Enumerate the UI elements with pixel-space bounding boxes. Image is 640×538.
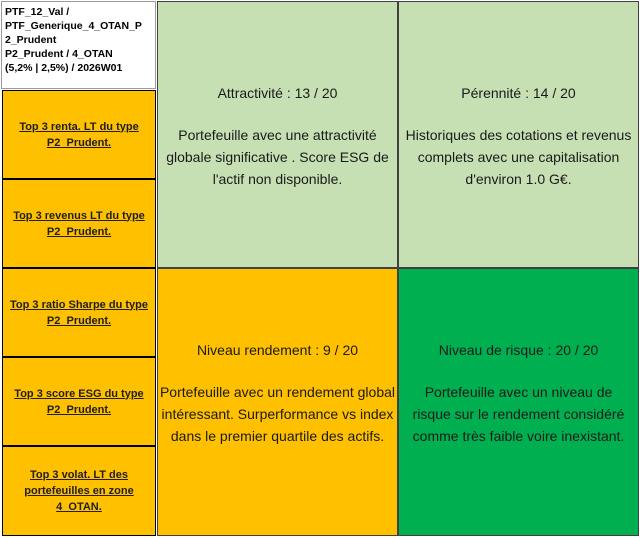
portfolio-line: PTF_12_Val / [5,6,70,18]
portfolio-line: PTF_Generique_4_OTAN_P [5,20,142,32]
top3-renta-link[interactable] [2,90,156,179]
top3-renta-label: Top 3 renta. LT du type P2_Prudent. [19,120,139,149]
portfolio-line: 2_Prudent [5,34,57,46]
top3-sharpe-label: Top 3 ratio Sharpe du type P2_Prudent. [10,298,148,327]
top3-esg-label: Top 3 score ESG du type P2_Prudent. [14,387,144,416]
risque-title: Niveau de risque : 20 / 20 [438,342,599,358]
attractivite-title: Attractivité : 13 / 20 [217,85,338,101]
rendement-title: Niveau rendement : 9 / 20 [196,342,359,358]
top3-sharpe-link[interactable] [2,268,156,357]
portfolio-line: P2_Prudent / 4_OTAN [5,48,113,60]
attractivite-text: Portefeuille avec une attractivité globale significative . Score ESG de l'actif non disponible. [166,127,389,187]
portfolio-line: (5,2% | 2,5%) / 2026W01 [5,62,123,74]
perennite-title: Pérennité : 14 / 20 [461,85,576,101]
top3-volat-link[interactable] [2,446,156,536]
portfolio-identifier [1,1,156,89]
top3-volat-label: Top 3 volat. LT des portefeuilles en zone 4_OTAN. [24,469,134,513]
attractivite-panel [157,1,398,268]
rendement-text: Portefeuille avec un rendement global intéressant. Surperformance vs index dans le premier quartile des actifs. [159,384,396,444]
perennite-text: Historiques des cotations et revenus complets avec une capitalisation d'environ 1.0 G€. [405,127,632,187]
risque-text: Portefeuille avec un niveau de risque sur le rendement considéré comme très faible voire inexistant. [412,384,625,444]
rendement-panel [157,268,398,536]
top3-revenus-label: Top 3 revenus LT du type P2_Prudent. [13,209,145,238]
perennite-panel [398,1,639,268]
risque-panel [398,268,639,536]
top3-esg-link[interactable] [2,357,156,446]
top3-revenus-link[interactable] [2,179,156,268]
